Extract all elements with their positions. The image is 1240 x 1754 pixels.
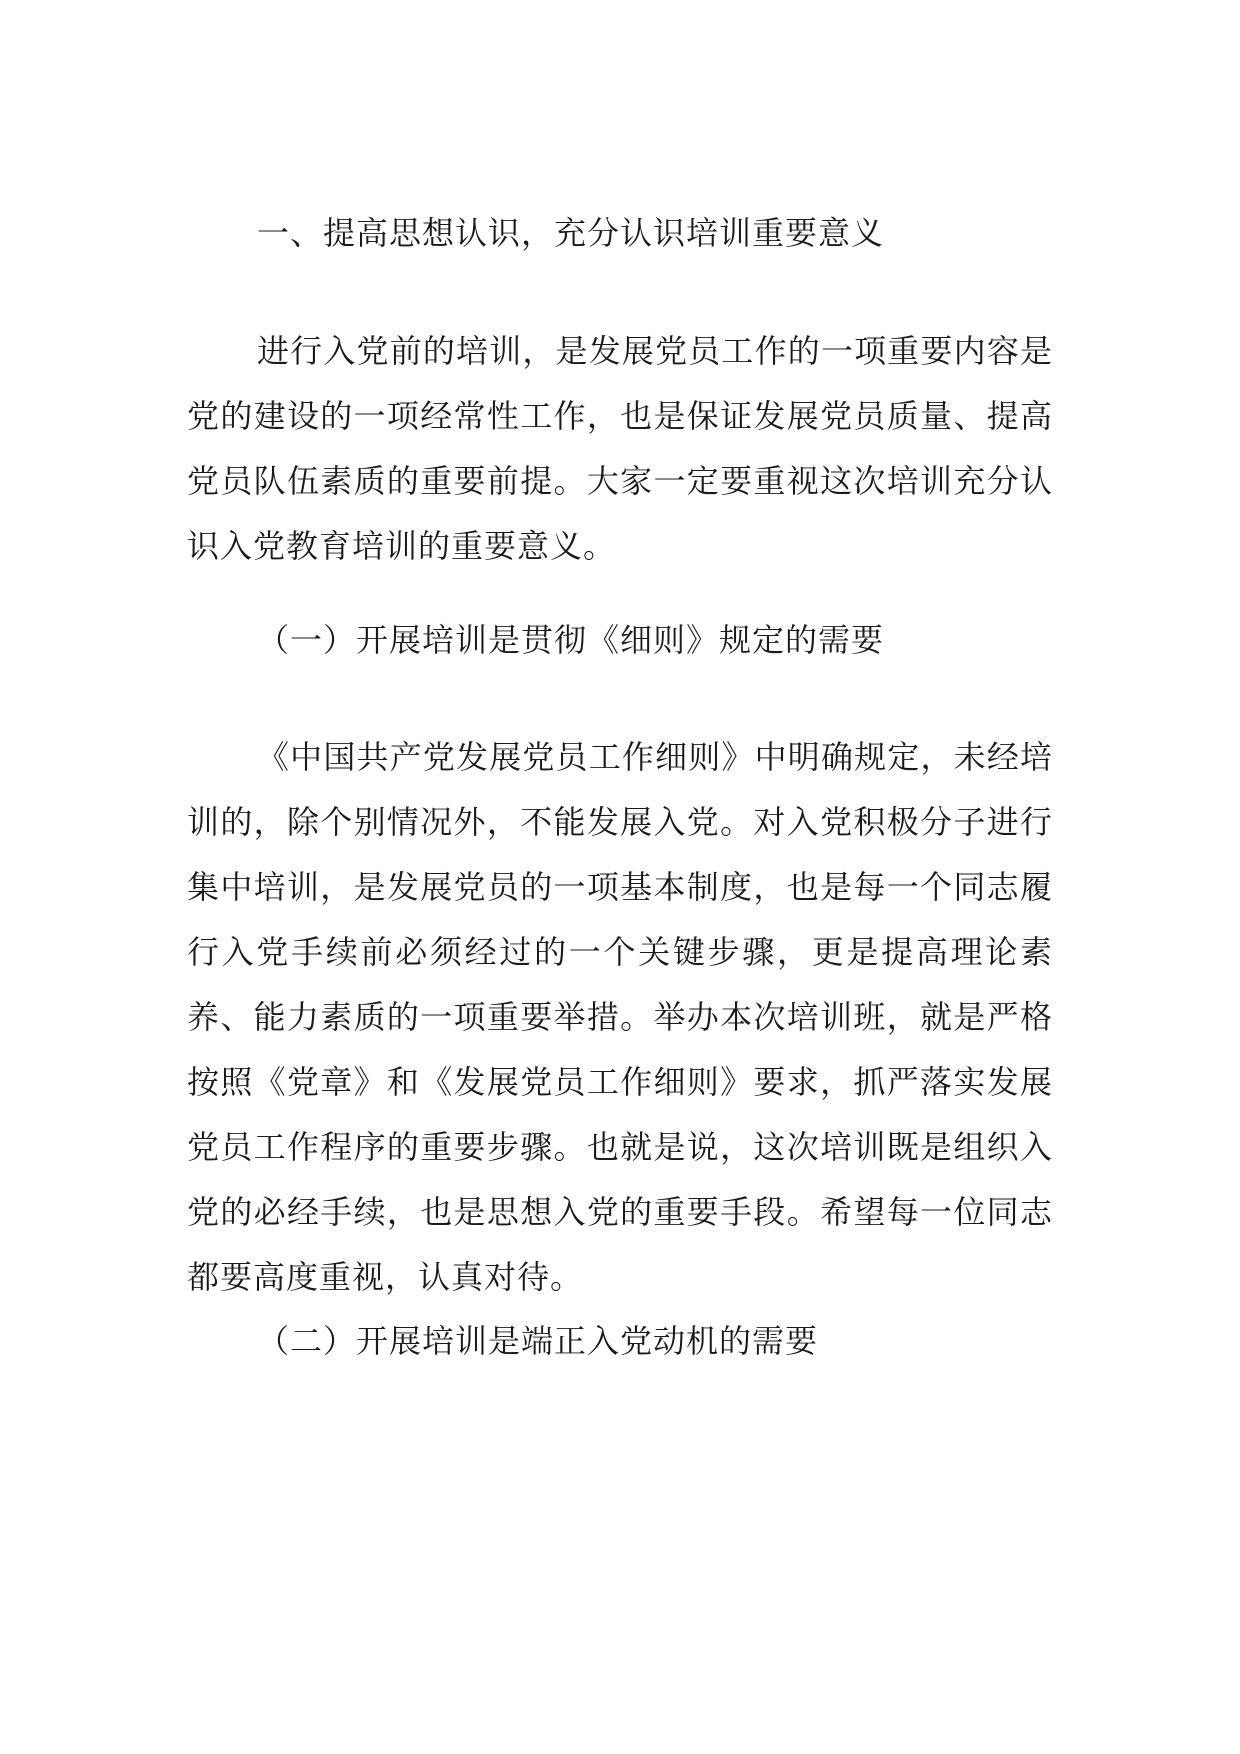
section-heading: 一、提高思想认识，充分认识培训重要意义 — [257, 214, 885, 252]
subheading-2: （二）开展培训是端正入党动机的需要 — [257, 1322, 819, 1360]
intro-paragraph: 进行入党前的培训，是发展党员工作的一项重要内容是党的建设的一项经常性工作，也是保证发展党员质量、提高党员队伍素质的重要前提。大家一定要重视这次培训充分认识入党教育培训的重要意义。 — [187, 332, 1053, 565]
body-paragraph-1: 《中国共产党发展党员工作细则》中明确规定，未经培训的，除个别情况外，不能发展入党。对入党积极分子进行集中培训，是发展党员的一项基本制度，也是每一个同志履行入党手续前必须经过的一个关键步骤，更是提高理论素养、能力素质的一项重要举措。举办本次培训班，就是严格按照《党章》和《发展党员工作细则》要求，抓严落实发展党员工作程序的重要步骤。也就是说，这次培训既是组织入党的必经手续，也是思想入党的重要手段。希望每一位同志都要高度重视，认真对待。 — [187, 738, 1053, 1296]
subheading-1: （一）开展培训是贯彻《细则》规定的需要 — [257, 621, 885, 659]
